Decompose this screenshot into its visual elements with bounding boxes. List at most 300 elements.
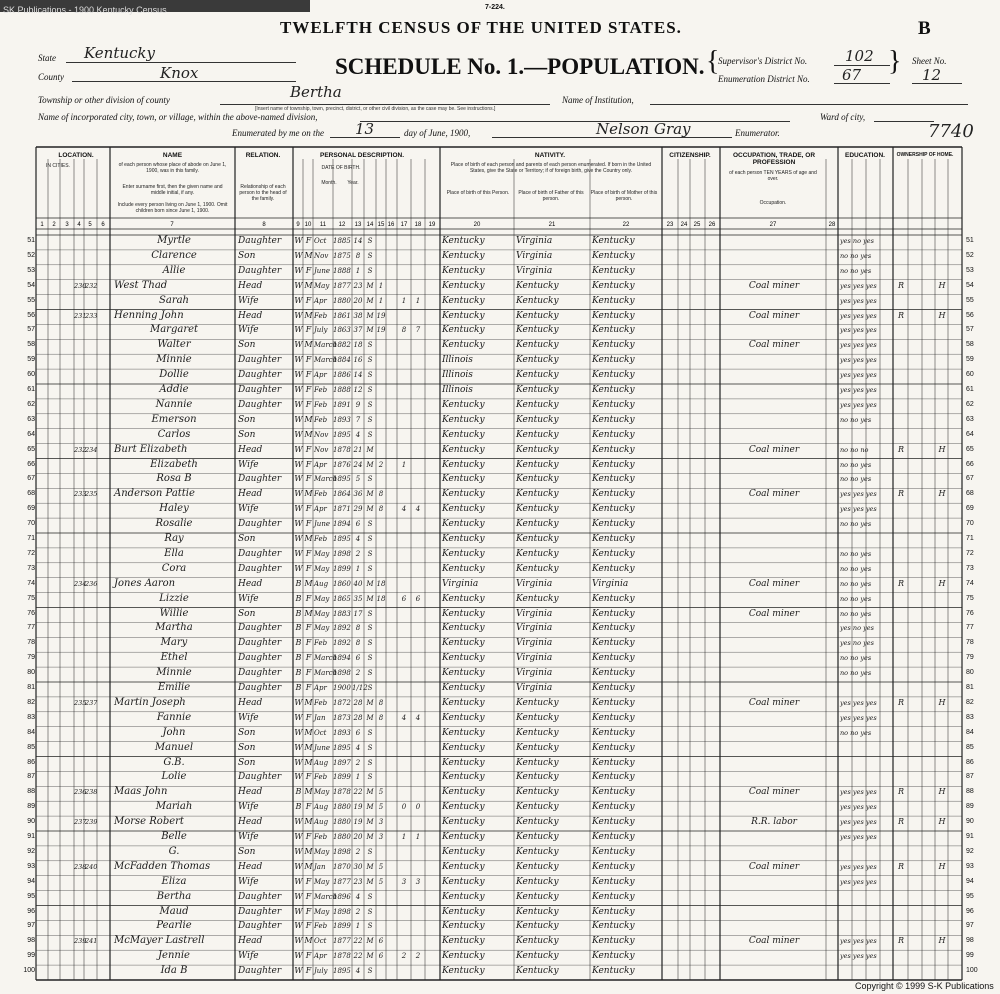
marital-status: S [367,475,373,484]
row-number-right: 63 [966,415,974,423]
column-number: 8 [262,222,266,228]
dwelling-number: 231 [74,311,87,320]
marital-status: S [367,892,373,901]
mother-birthplace: Kentucky [592,340,635,351]
occupation: Coal miner [748,489,800,500]
father-birthplace: Kentucky [516,757,559,768]
column-number: 21 [548,222,556,228]
age: 9 [355,400,361,409]
color: B [295,608,302,618]
birthplace: Kentucky [442,608,485,619]
mother-birthplace: Kentucky [592,951,635,962]
sex: M [304,280,313,290]
birth-year: 1875 [333,251,351,260]
father-birthplace: Kentucky [516,325,559,336]
relation: Wife [238,504,259,515]
column-number: 26 [708,222,716,228]
occupation: Coal miner [748,340,800,351]
father-birthplace: Kentucky [516,340,559,351]
mother-birthplace: Kentucky [592,534,635,544]
row-number-right: 81 [966,684,974,691]
row-number-left: 78 [27,639,35,647]
person-name: Fannie [156,711,192,723]
column-number: 3 [65,222,69,228]
birth-month: Apr [314,460,327,469]
column-number: 15 [377,222,385,228]
person-name: McFadden Thomas [114,860,211,872]
birth-month: Nov [314,251,329,260]
family-number: 233 [85,311,98,320]
birthplace: Kentucky [442,697,485,708]
education: yes no yes [840,639,874,648]
birth-year: 1886 [333,371,351,380]
birth-month: Aug [314,579,329,588]
sex: M [304,817,313,827]
farm-or-house: H [938,444,946,454]
birthplace: Kentucky [442,340,485,351]
marital-status: M [366,460,374,469]
children-born: 3 [401,877,407,886]
color: W [294,876,303,886]
row-number-right: 60 [966,371,974,379]
row-number-right: 69 [966,505,974,513]
person-name: G. [168,845,180,857]
marital-status: S [367,609,373,618]
birth-year: 1892 [333,639,351,648]
person-name: Maas John [114,786,168,798]
age: 4 [355,430,361,439]
row-number-left: 54 [27,281,35,289]
person-name: Burt Elizabeth [114,443,188,455]
birthplace: Kentucky [442,653,485,664]
age: 4 [355,967,361,976]
column-number: 18 [414,222,422,228]
relation: Daughter [238,683,282,693]
father-birthplace: Kentucky [516,966,559,977]
color: W [294,534,303,543]
age: 2 [355,549,361,558]
years-married: 5 [378,877,384,886]
birth-year: 1895 [333,535,351,543]
marital-status: S [367,758,373,767]
father-birthplace: Kentucky [516,936,559,947]
dwelling-number: 239 [74,937,87,946]
row-number-right: 79 [966,654,974,662]
row-number-right: 61 [966,386,974,393]
relation: Son [238,727,256,738]
mother-birthplace: Kentucky [592,623,635,634]
children-living: 0 [415,803,421,812]
column-number: 12 [338,222,346,228]
education: yes yes yes [840,490,877,499]
sex: M [304,310,313,320]
column-number: 27 [769,222,777,228]
person-name: Bertha [156,890,192,902]
row-number-right: 80 [966,669,974,677]
color: W [294,742,303,752]
row-number-left: 87 [27,773,35,781]
mother-birthplace: Kentucky [592,265,635,276]
person-name: Maud [159,905,189,917]
color: W [294,385,303,394]
education: yes yes yes [840,862,877,871]
relation: Head [238,861,263,872]
left-brace: { [706,46,720,77]
farm-or-house: H [938,489,946,499]
mother-birthplace: Kentucky [592,250,635,261]
marital-status: S [367,728,373,737]
father-birthplace: Kentucky [516,563,559,574]
father-birthplace: Kentucky [516,444,559,455]
color: W [294,504,303,514]
color: W [294,459,303,469]
birth-month: Feb [314,490,328,499]
row-number-right: 70 [966,520,974,528]
person-name: Martha [155,622,193,634]
row-number-right: 64 [966,430,974,438]
row-number-left: 60 [27,371,35,379]
birthplace: Kentucky [442,295,485,306]
sex: F [305,385,312,394]
mother-birthplace: Kentucky [592,370,635,381]
sex: F [305,683,312,692]
state-label: State [38,53,56,63]
father-birthplace: Kentucky [516,951,559,962]
header-education: EDUCATION. [845,152,885,159]
row-number-left: 56 [27,311,35,319]
birth-year: 1898 [333,669,351,678]
mother-birthplace: Kentucky [592,742,635,753]
row-number-left: 84 [27,728,35,736]
sex: F [305,519,312,529]
birthplace: Kentucky [442,250,485,261]
years-married: 3 [378,833,384,841]
relation: Daughter [238,370,282,381]
row-number-right: 56 [966,311,974,319]
color: W [294,861,303,871]
birthplace: Illinois [442,355,473,366]
sex: F [305,653,312,663]
sex: M [304,429,313,439]
schedule-title: SCHEDULE No. 1.—POPULATION. [335,54,705,79]
marital-status: S [367,624,373,633]
father-birthplace: Kentucky [516,772,559,783]
mother-birthplace: Kentucky [592,325,635,336]
color: B [295,638,302,648]
sex: F [305,876,312,886]
children-born: 1 [401,833,407,841]
header-pob-father: Place of birth of Father of this person. [518,190,584,202]
home-owned-rented: R [897,697,905,707]
township-note: [Insert name of township, town, precinct, district, or other civil division, as the case may be. See instructions.] [255,106,496,112]
father-birthplace: Kentucky [516,727,559,738]
row-number-left: 65 [27,445,35,453]
mother-birthplace: Kentucky [592,802,635,813]
color: W [294,310,303,320]
birthplace: Kentucky [442,429,485,440]
education: yes yes yes [840,713,877,722]
color: W [294,429,303,439]
person-name: Carlos [157,428,191,440]
relation: Son [238,414,256,425]
mother-birthplace: Kentucky [592,876,635,887]
color: W [294,817,303,827]
birth-month: May [314,281,330,290]
header-location: LOCATION. [58,152,94,159]
age: 8 [355,624,361,633]
person-name: Mariah [155,801,193,813]
person-name: Minnie [156,667,192,679]
sex: M [304,861,313,871]
mother-birthplace: Kentucky [592,966,635,977]
sex: F [305,355,312,365]
children-born: 8 [401,326,407,335]
father-birthplace: Kentucky [516,697,559,708]
relation: Daughter [238,921,282,932]
day-of-label: day of June, 1900, [404,128,471,138]
person-name: Walter [157,339,191,351]
marital-status: S [367,430,373,439]
person-name: John [162,726,186,738]
color: W [294,370,303,380]
birth-month: Apr [314,505,327,514]
birth-year: 1880 [333,818,351,827]
birth-month: Apr [314,371,327,380]
column-number: 14 [366,222,374,228]
marital-status: S [367,773,373,782]
education: yes yes yes [840,281,877,290]
birth-month: Feb [314,415,328,424]
birth-month: Feb [314,922,328,931]
education: no no yes [840,669,872,678]
birth-year: 1870 [333,862,351,871]
row-number-right: 82 [966,698,974,706]
home-owned-rented: R [897,817,905,827]
age: 6 [355,654,361,663]
occupation: R.R. labor [751,817,797,828]
father-birthplace: Kentucky [516,846,559,857]
relation: Head [238,817,263,828]
person-name: Lizzie [159,592,189,604]
column-number: 13 [354,222,362,228]
birth-month: June [314,520,330,529]
row-number-right: 83 [966,713,974,721]
birth-month: Nov [314,445,329,454]
years-married: 5 [378,862,384,871]
home-owned-rented: R [897,578,905,588]
row-number-right: 88 [966,788,974,796]
marital-status: M [366,281,374,290]
mother-birthplace: Kentucky [592,519,635,530]
sex: F [305,265,312,275]
birth-year: 1895 [333,743,351,752]
marital-status: M [366,952,374,961]
mother-birthplace: Kentucky [592,757,635,768]
birthplace: Kentucky [442,683,485,693]
birth-year: 1872 [333,698,351,707]
birth-month: Oct [314,237,327,245]
birth-month: Oct [314,728,327,737]
row-number-left: 89 [27,803,35,811]
children-born: 4 [401,713,407,722]
sex: F [305,638,312,648]
marital-status: S [367,922,373,931]
column-number: 24 [680,222,688,228]
father-birthplace: Kentucky [516,861,559,872]
birth-month: May [314,788,330,797]
birth-month: Aug [314,818,329,827]
person-name: Ella [164,547,184,559]
mother-birthplace: Kentucky [592,399,635,410]
enumerated-label: Enumerated by me on the [232,128,324,138]
color: B [295,593,302,603]
person-name: Mary [160,637,188,649]
children-living: 4 [415,505,421,514]
relation: Wife [238,325,259,336]
age: 16 [353,356,363,365]
father-birthplace: Kentucky [516,832,559,842]
dwelling-number: 236 [74,788,87,797]
birth-year: 1878 [333,788,351,797]
years-married: 18 [376,579,386,588]
age: 14 [353,237,363,245]
relation: Daughter [238,399,282,410]
age: 4 [355,892,361,901]
marital-status: M [366,311,374,320]
age: 30 [353,862,363,871]
mother-birthplace: Kentucky [592,817,635,828]
birthplace: Kentucky [442,504,485,515]
birth-month: Aug [314,803,329,812]
age: 1 [355,773,361,782]
color: W [294,891,303,901]
age: 2 [355,758,361,767]
sex: F [305,832,312,841]
mother-birthplace: Kentucky [592,683,635,693]
row-number-right: 55 [966,296,974,304]
farm-or-house: H [938,310,946,320]
birthplace: Illinois [442,370,473,381]
header-personal: PERSONAL DESCRIPTION. [319,152,405,159]
birth-year: 1885 [333,237,351,245]
birth-month: June [314,743,330,752]
enumeration-value: 67 [842,66,862,84]
column-number: 2 [52,222,56,228]
birth-month: May [314,564,330,573]
color: W [294,236,303,245]
birth-year: 1861 [333,311,351,320]
birth-year: 1896 [333,892,351,901]
mother-birthplace: Kentucky [592,921,635,932]
row-number-right: 58 [966,341,974,349]
marital-status: M [366,579,374,588]
column-number: 1 [40,222,44,228]
years-married: 6 [378,937,384,946]
birthplace: Kentucky [442,638,485,649]
birth-year: 1898 [333,907,351,916]
birthplace: Kentucky [442,772,485,783]
father-birthplace: Virginia [516,265,553,276]
column-number: 22 [622,222,630,228]
marital-status: S [367,535,373,543]
row-number-right: 66 [966,460,974,468]
row-number-left: 68 [27,490,35,498]
mother-birthplace: Kentucky [592,548,635,559]
relation: Head [238,280,263,291]
age: 20 [353,833,363,841]
row-number-right: 75 [966,594,974,602]
mother-birthplace: Kentucky [592,787,635,798]
row-number-right: 59 [966,356,974,364]
relation: Wife [238,459,259,470]
row-number-left: 94 [27,877,35,885]
home-owned-rented: R [897,787,905,797]
page-stamp: 7740 [928,121,974,142]
mother-birthplace: Kentucky [592,429,635,440]
birth-year: 1878 [333,445,351,454]
row-number-right: 67 [966,475,974,483]
mother-birthplace: Kentucky [592,608,635,619]
row-number-left: 61 [27,386,35,393]
supervisor-value: 102 [845,47,874,65]
mother-birthplace: Kentucky [592,444,635,455]
education: no no yes [840,460,872,469]
relation: Daughter [238,355,282,366]
father-birthplace: Virginia [516,668,553,679]
sex: M [304,489,313,499]
sex: F [305,712,312,722]
row-number-left: 80 [27,669,35,677]
person-name: Allie [162,264,186,276]
education: yes yes yes [840,877,877,886]
birth-year: 1898 [333,847,351,856]
education: yes yes yes [840,818,877,827]
birth-month: March [314,475,338,484]
person-name: Ethel [160,652,188,664]
years-married: 19 [376,311,386,320]
birth-year: 1878 [333,952,351,961]
row-number-right: 78 [966,639,974,647]
age: 22 [353,788,363,797]
color: W [294,474,303,484]
age: 24 [353,460,363,469]
row-number-right: 54 [966,281,974,289]
person-name: Lolie [161,771,187,783]
mother-birthplace: Kentucky [592,474,635,485]
marital-status: M [366,833,374,841]
mother-birthplace: Kentucky [592,906,635,917]
occupation: Coal miner [748,578,800,589]
relation: Daughter [238,623,282,634]
father-birthplace: Virginia [516,250,553,261]
birth-year: 1899 [333,773,351,782]
row-number-left: 98 [27,937,35,945]
marital-status: S [367,520,373,529]
education: no no yes [840,475,872,484]
age: 37 [353,326,363,335]
father-birthplace: Kentucky [516,593,559,604]
age: 1 [355,922,361,931]
row-number-left: 71 [27,535,35,542]
color: B [295,578,302,588]
row-number-left: 81 [27,684,35,691]
relation: Head [238,310,263,321]
sex: F [305,504,312,514]
sex: M [304,697,313,707]
marital-status: M [366,862,374,871]
age: 1 [355,266,361,275]
education: yes yes yes [840,326,877,335]
